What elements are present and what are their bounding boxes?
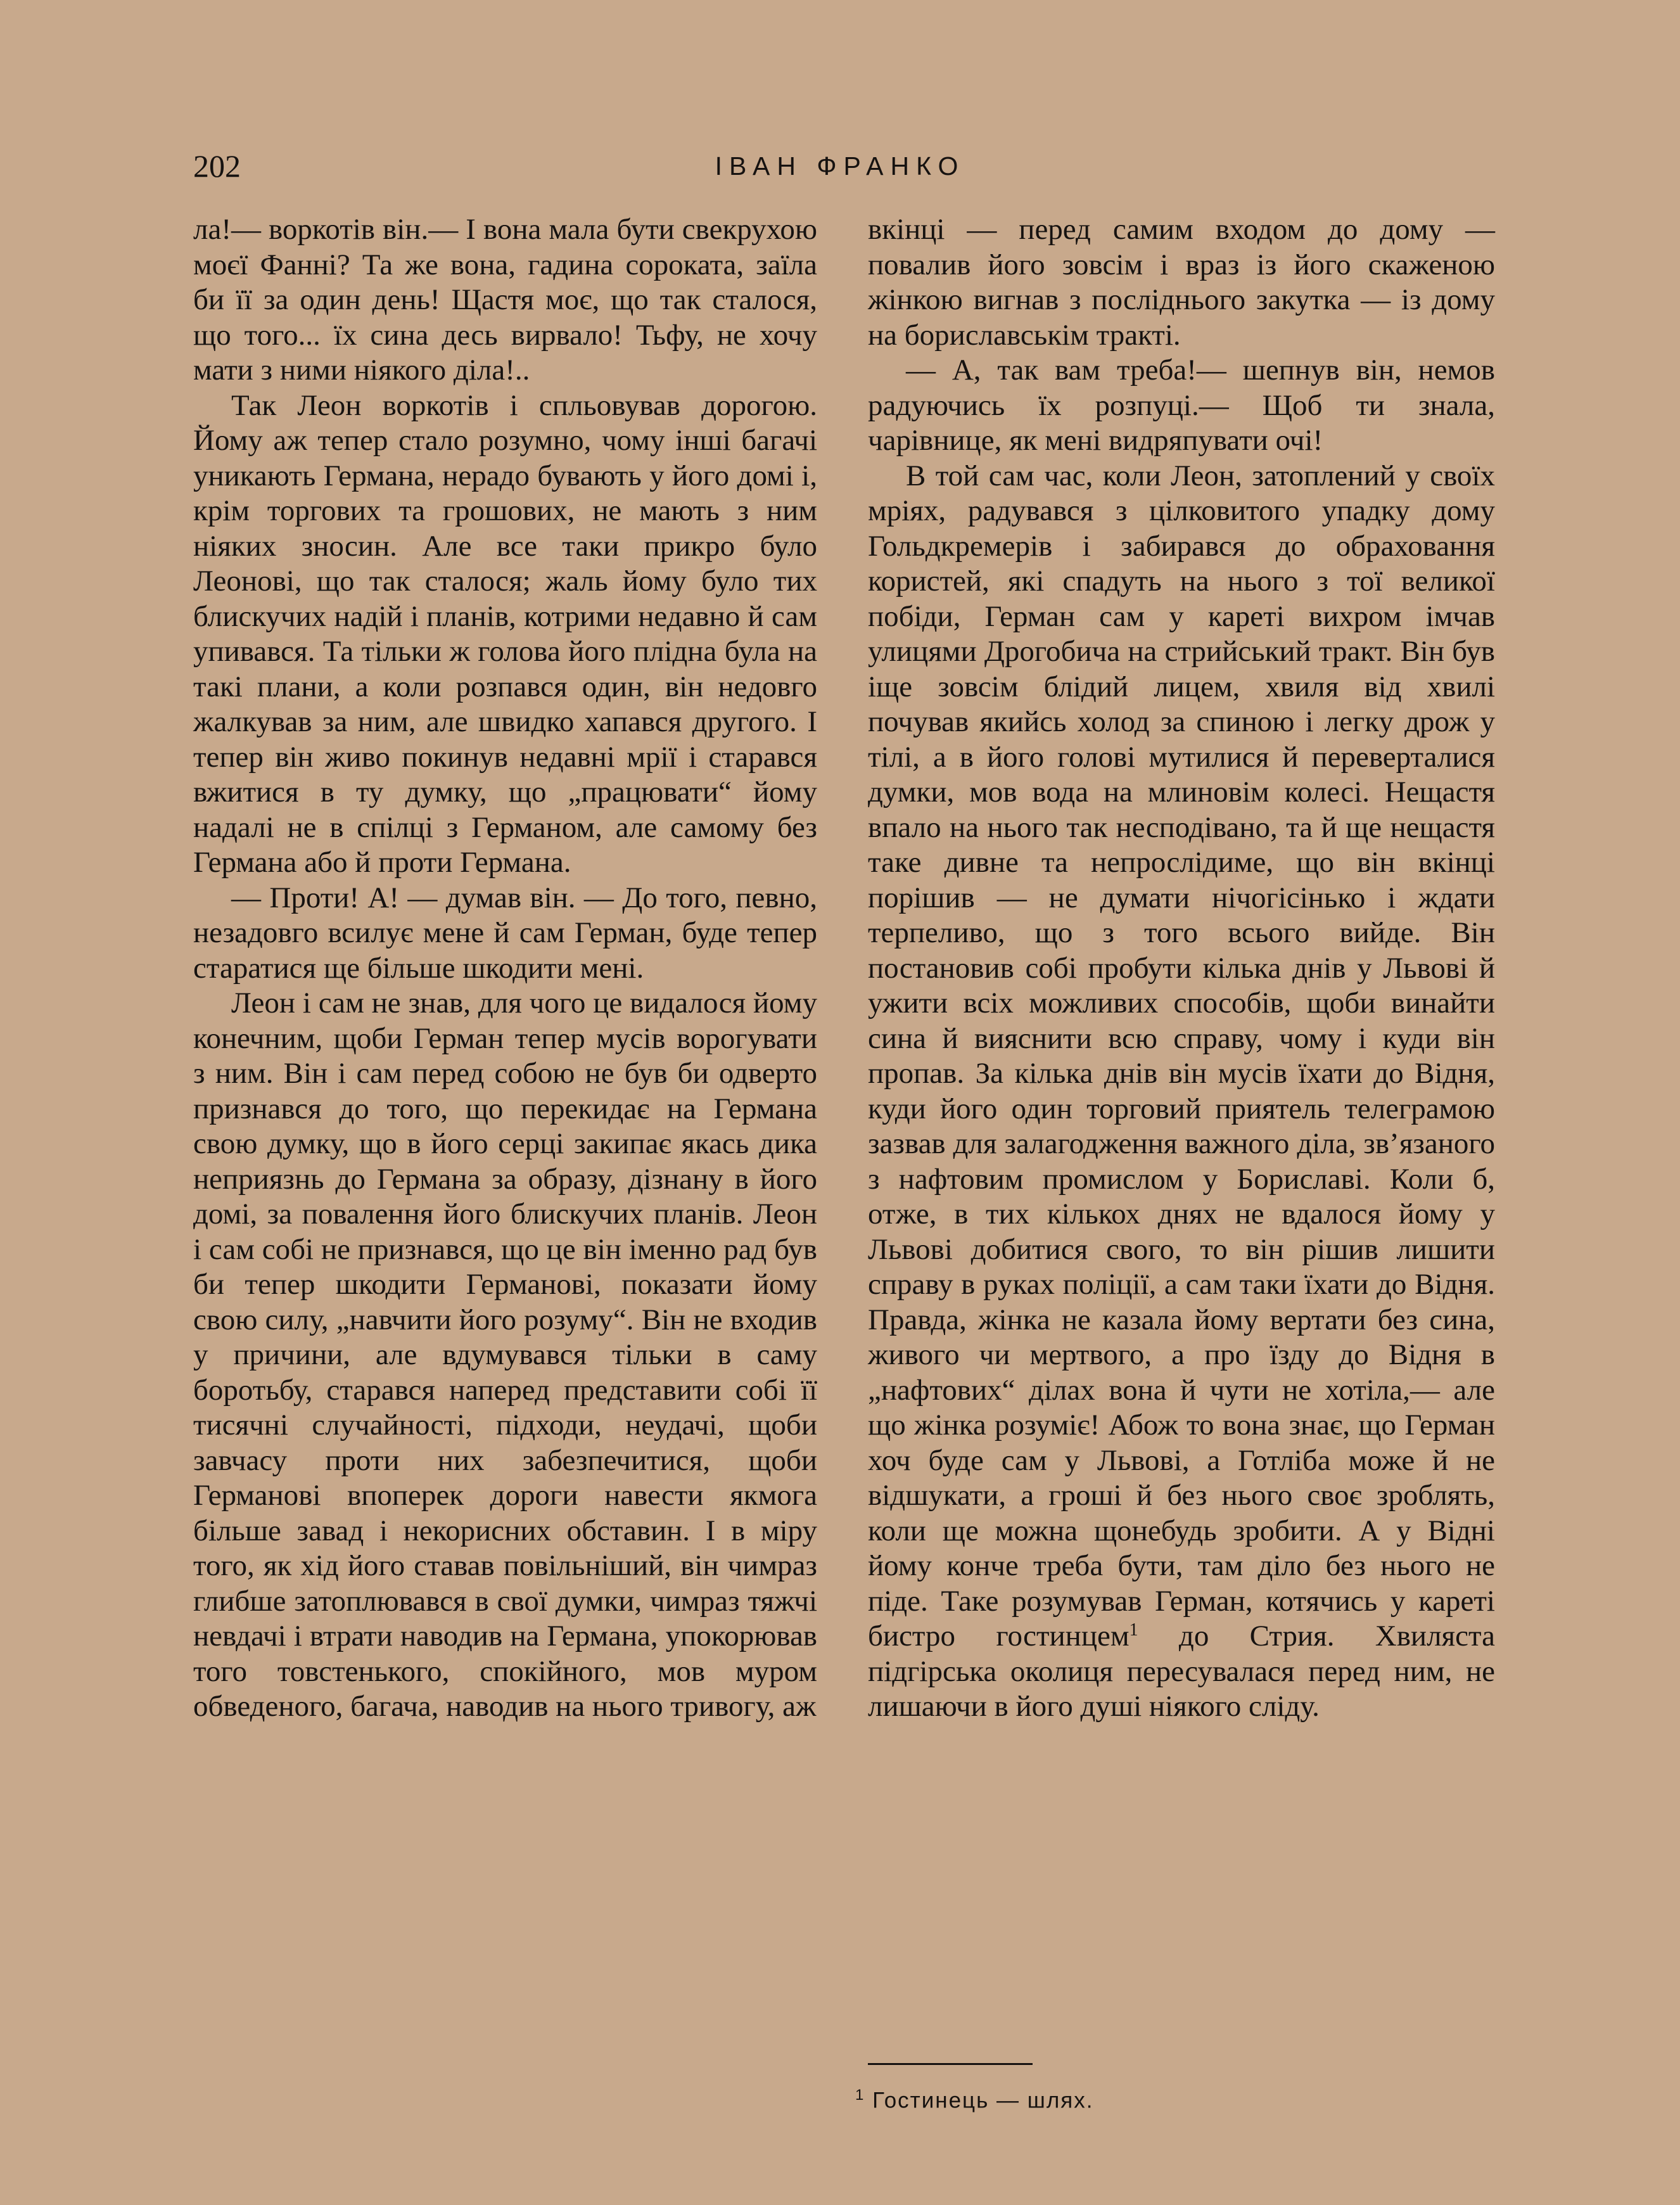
footnote-reference: 1: [1129, 1620, 1138, 1640]
footnote-text: Гостинець — шлях.: [872, 2088, 1094, 2113]
footnote: [855, 2080, 1093, 2117]
page-number: 202: [193, 148, 241, 184]
paragraph: вкінці — перед самим входом до дому — повалив його зовсім і враз із його скаженою жінкою вигнав з посліднього закутка — із дому на бориславськім тракті.: [868, 213, 1495, 352]
paragraph: — А, так вам треба!— шепнув він, немов радуючись їх розпуці.— Щоб ти знала, чарівнице, як мені видряпувати очі!: [868, 354, 1495, 457]
paragraph: Так Леон воркотів і спльовував дорогою. Йому аж тепер стало розумно, чому інші багачі уникають Германа, нерадо бувають у його домі і, крім торгових та грошових, не мають з ним ніяких зносин. Але все таки прикро було Леонові, що так сталося; жаль йому було тих блискучих надій і планів, котрими недавно й сам упивався. Та тільки ж голова його плідна була на такі плани, а коли розпався один, він недовго жалкував за ним, але швидко хапався другого. І тепер він живо покинув недавні мрії і старався вжитися в ту думку, що „працювати“ йому надалі не в спілці з Германом, але самому без Германа або й проти Германа.: [193, 388, 817, 879]
footnote-mark: 1: [855, 2087, 865, 2104]
left-column: [193, 212, 817, 1725]
paragraph: — Проти! А! — думав він. — До того, певно, незадовго всилує мене й сам Герман, буде тепер старатися ще більше шкодити мені.: [193, 881, 817, 985]
paragraph: Леон і сам не знав, для чого це видалося йому конечним, щоби Герман тепер мусів ворогувати з ним. Він і сам перед собою не був би одверто признався до того, що перекидає на Германа свою думку, що в його серці закипає якась дика неприязнь до Германа за образу, дізнану в його домі, за повалення його блискучих планів. Леон і сам собі не признався, що це він іменно рад був би тепер шкодити Германові, показати йому свою силу, „навчити його розуму“. Він не входив у причини, але вдумувався тільки в саму боротьбу, старався наперед представити собі її тисячні случайності, підходи, неудачі, щоби завчасу проти них забезпечитися, щоби Германові впоперек дороги навести якмога більше завад і некорисних обставин. І в міру того, як хід його ставав повільніший, він чимраз глибше затоплювався в свої думки, чимраз тяжчі невдачі і втрати наводив на Германа, упокорював того товстенького, спокійного, мов муром обведеного, багача, наводив на нього тривогу, аж: [193, 987, 817, 1723]
paragraph-text: до Стрия. Хвиляста підгірська околиця пересувалася перед ним, не лишаючи в його душі ніякого сліду.: [868, 1620, 1495, 1723]
paragraph: [868, 459, 1495, 1725]
paragraph: ла!— воркотів він.— І вона мала бути свекрухою моєї Фанні? Та же вона, гадина сороката, заїла би її за один день! Щастя моє, що так сталося, що того... їх сина десь вирвало! Тьфу, не хочу мати з ними ніякого діла!..: [193, 213, 817, 387]
footnote-divider: [868, 2063, 1033, 2065]
paragraph-text: В той сам час, коли Леон, затоплений у своїх мріях, радувався з цілковитого упадку дому Гольдкремерів і забирався до обраховання користей, які спадуть на нього з тої великої побіди, Герман сам у кареті вихром імчав улицями Дрогобича на стрийський тракт. Він був іще зовсім блідий лицем, хвиля від хвилі почував якийсь холод за спиною і легку дрож у тілі, а в його голові мутилися й переверталися думки, мов вода на млиновім колесі. Нещастя впало на нього так несподівано, та й ще нещастя таке дивне та непрослідиме, що він вкінці порішив — не думати нічогісінько і ждати терпеливо, що з того всього вийде. Він постановив собі пробути кілька днів у Львові й ужити всіх можливих способів, щоби винайти сина й вияснити всю справу, чому і куди він пропав. За кілька днів він мусів їхати до Відня, куди його один торговий приятель телеграмою зазвав для залагодження важного діла, зв’язаного з нафтовим промислом у Бориславі. Коли б, отже, в тих кількох днях не вдалося йому у Львові добитися свого, то він рішив лишити справу в руках поліції, а сам таки їхати до Відня. Правда, жінка не казала йому вертати без сина, живого чи мертвого, а про їзду до Відня в „нафтових“ ділах вона й чути не хотіла,— але що жінка розуміє! Абож то вона знає, що Герман хоч буде сам у Львові, а Готліба може й не відшукати, а гроші й без нього своє зроблять, коли ще можна щонебудь зробити. А у Відні йому конче треба бути, там діло без нього не піде. Таке розумував Герман, котячись у кареті бистро гостинцем: [868, 459, 1495, 1652]
right-column: [868, 212, 1495, 1725]
running-head: ІВАН ФРАНКО: [715, 151, 965, 181]
